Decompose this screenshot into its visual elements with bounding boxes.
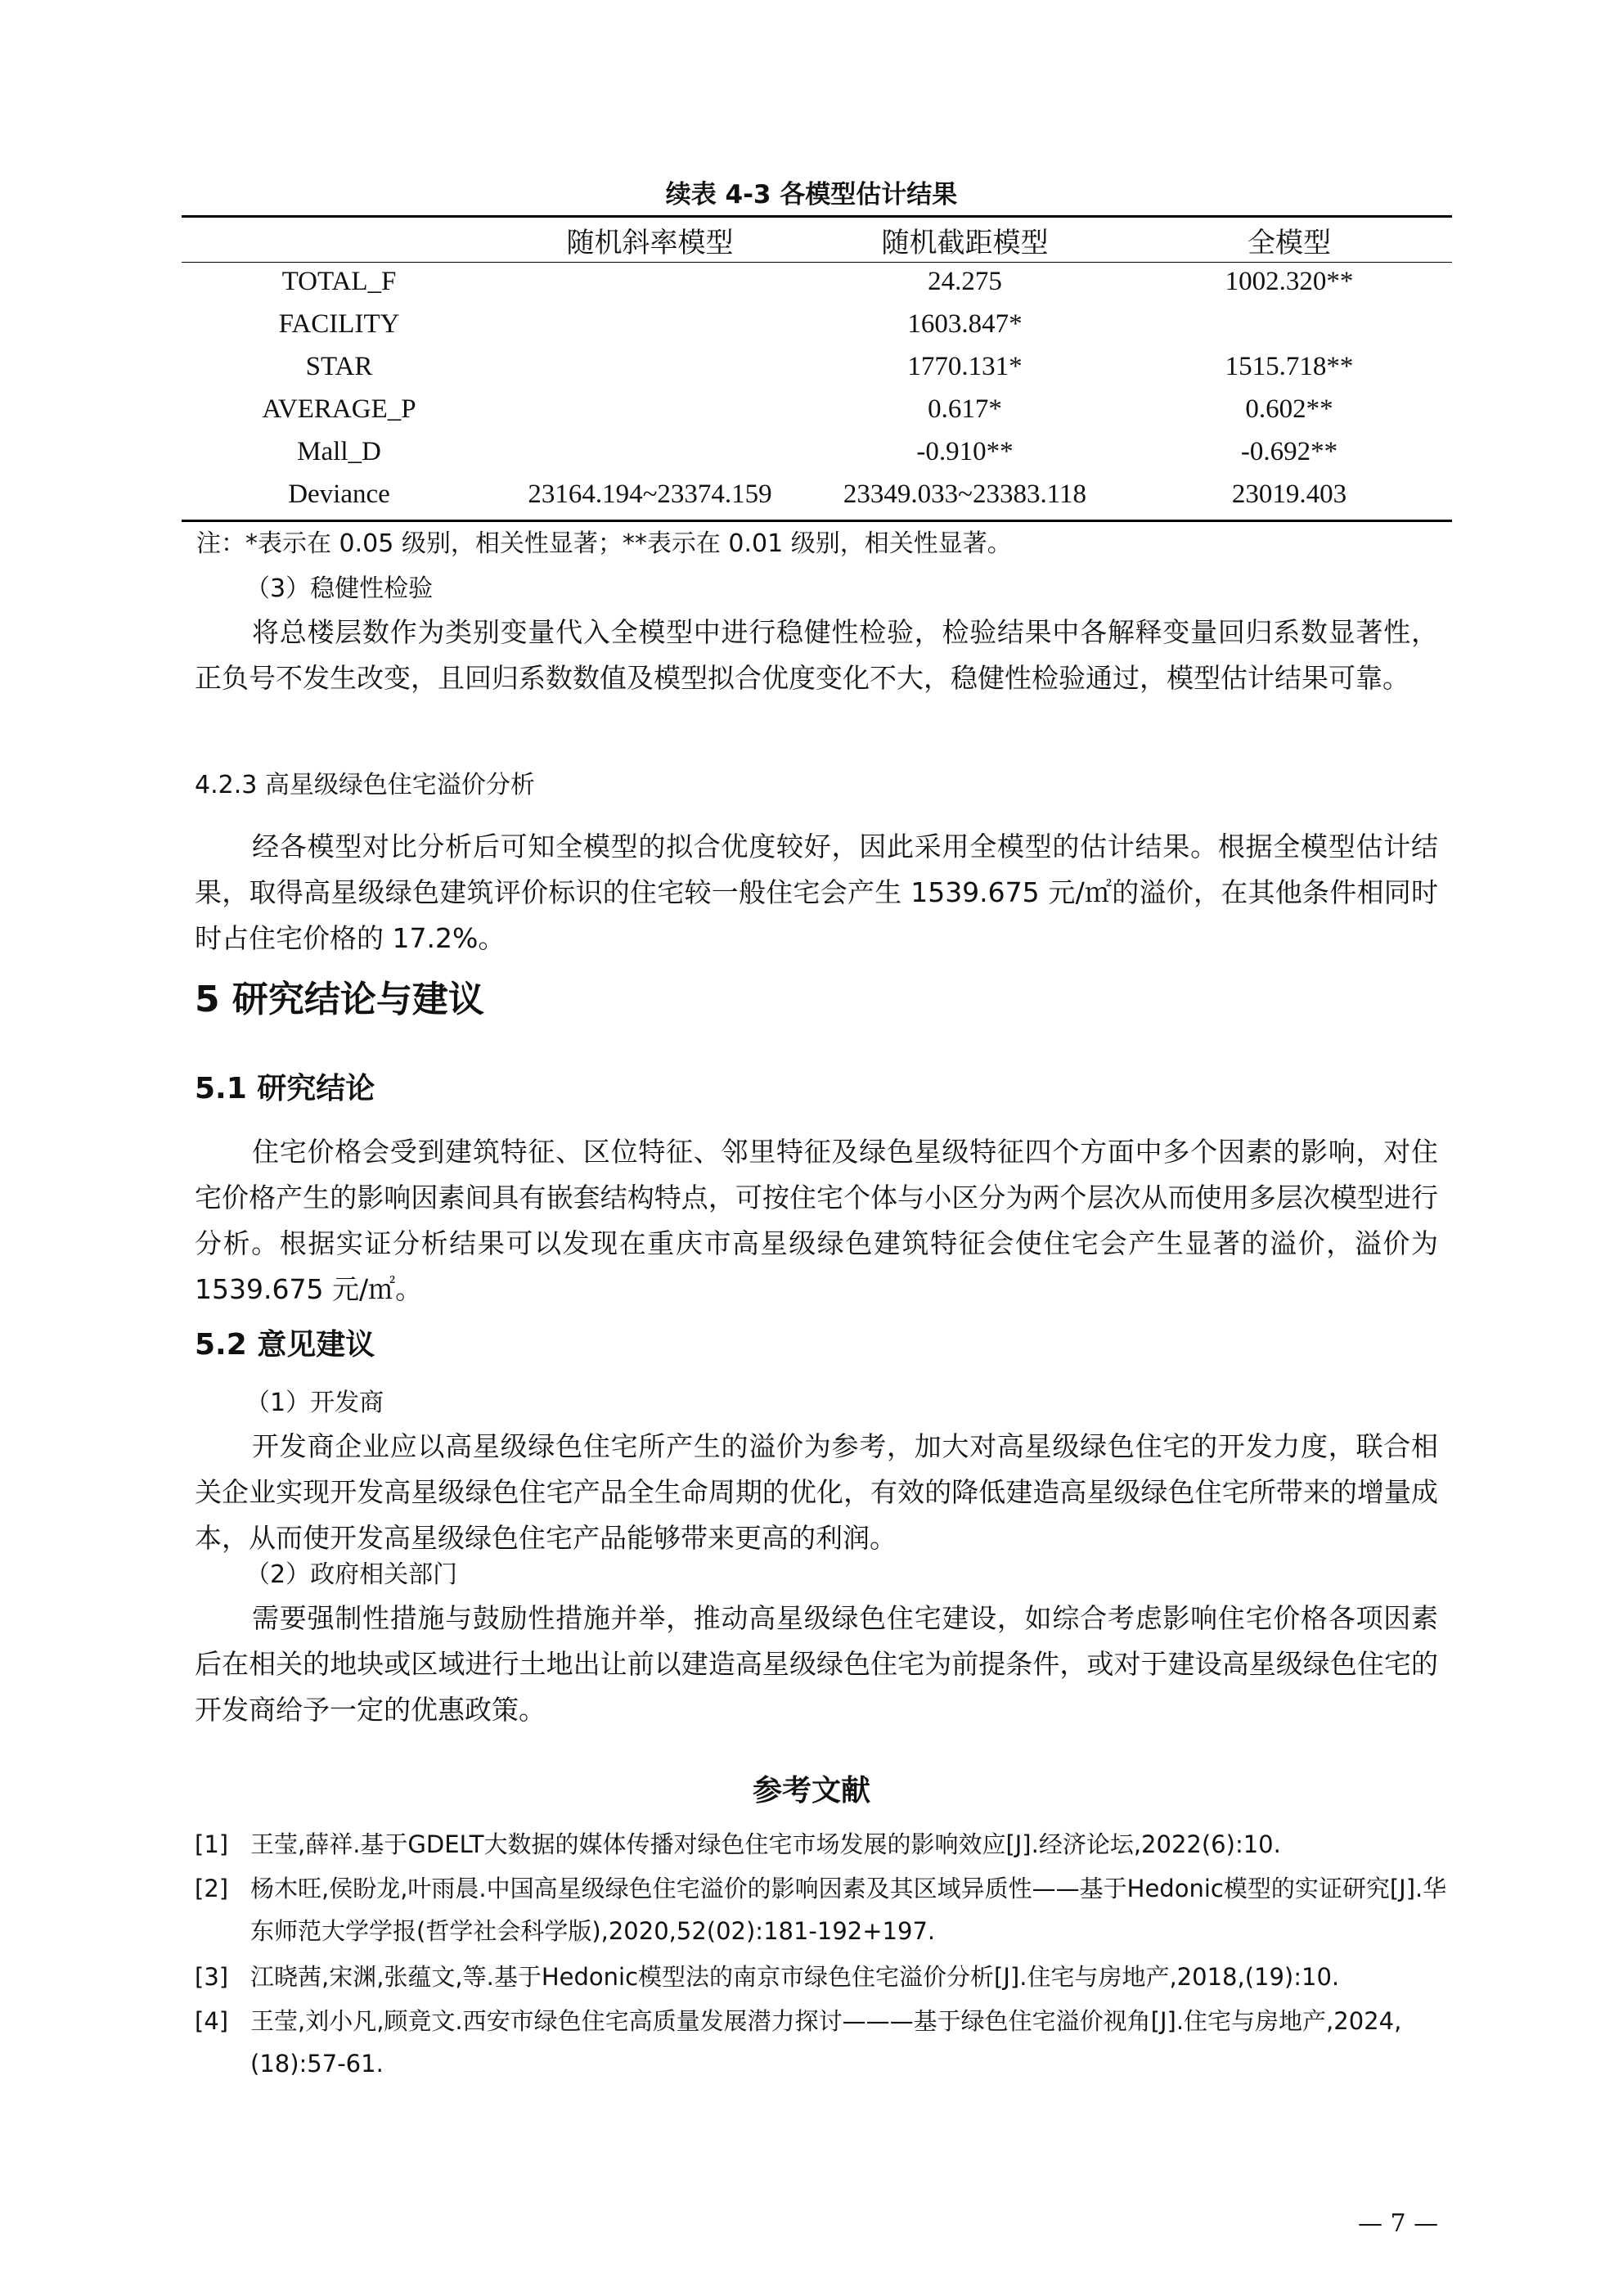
table-header-cell: 随机斜率模型 xyxy=(566,226,734,259)
table-cell: -0.692** xyxy=(1240,436,1338,466)
section-title: 5 研究结论与建议 xyxy=(195,979,484,1020)
table-header-cell: 全模型 xyxy=(1248,226,1331,259)
reference-number: [1] xyxy=(195,1830,229,1858)
table-cell: TOTAL_F xyxy=(281,266,397,296)
government-label: （2）政府相关部门 xyxy=(245,1560,458,1589)
robustness-paragraph: 将总楼层数作为类别变量代入全模型中进行稳健性检验，检验结果中各解释变量回归系数显著性，正负号不发生改变，且回归系数数值及模型拟合优度变化不大，稳健性检验通过，模型估计结果可靠。 xyxy=(195,616,1438,694)
table-cell: 24.275 xyxy=(928,266,1002,296)
developer-paragraph: 开发商企业应以高星级绿色住宅所产生的溢价为参考，加大对高星级绿色住宅的开发力度，联合相关企业实现开发高星级绿色住宅产品全生命周期的优化，有效的降低建造高星级绿色住宅所带来的增量成本，从而使开发高星级绿色住宅产品能够带来更高的利润。 xyxy=(195,1430,1438,1554)
table-row xyxy=(182,388,1452,430)
reference-text: 王莹,刘小凡,顾竟文.西安市绿色住宅高质量发展潜力探讨———基于绿色住宅溢价视角[J].住宅与房地产,2024,(18):57-61. xyxy=(250,2007,1402,2078)
reference-number: [2] xyxy=(195,1875,229,1902)
results-table xyxy=(182,219,1452,515)
robustness-label: （3）稳健性检验 xyxy=(245,574,434,603)
table-cell xyxy=(497,345,803,388)
conclusion-heading: 5.1 研究结论 xyxy=(195,1072,375,1105)
table-row xyxy=(182,473,1452,515)
table-row xyxy=(182,345,1452,388)
table-cell xyxy=(1126,303,1452,345)
table-cell: FACILITY xyxy=(278,308,400,339)
table-header-row xyxy=(182,219,1452,260)
table-cell: 23164.194~23374.159 xyxy=(528,479,772,509)
premium-paragraph: 经各模型对比分析后可知全模型的拟合优度较好，因此采用全模型的估计结果。根据全模型估计结果，取得高星级绿色建筑评价标识的住宅较一般住宅会产生 1539.675 元/㎡的溢价，在其他条件相同时时占住宅价格的 17.2%。 xyxy=(195,831,1438,954)
table-cell: 1603.847* xyxy=(907,308,1023,339)
reference-item xyxy=(195,1956,1454,1998)
table-row xyxy=(182,430,1452,473)
reference-item xyxy=(195,1823,1454,1866)
reference-number: [4] xyxy=(195,2007,229,2035)
table-cell: -0.910** xyxy=(916,436,1014,466)
page-number: — 7 — xyxy=(1358,2209,1439,2238)
table-cell: AVERAGE_P xyxy=(262,394,416,424)
reference-text: 江晓茜,宋渊,张蕴文,等.基于Hedonic模型法的南京市绿色住宅溢价分析[J].住宅与房地产,2018,(19):10. xyxy=(250,1963,1340,1991)
reference-item xyxy=(195,2000,1454,2085)
table-cell: 1770.131* xyxy=(907,351,1023,381)
table-cell: Deviance xyxy=(288,479,390,509)
table-cell: 23349.033~23383.118 xyxy=(843,479,1087,509)
table-cell: 0.602** xyxy=(1245,394,1333,424)
table-header-cell xyxy=(182,219,497,260)
advice-heading: 5.2 意见建议 xyxy=(195,1328,375,1362)
subsection-heading-4-2-3: 4.2.3 高星级绿色住宅溢价分析 xyxy=(195,771,535,799)
table-cell: 23019.403 xyxy=(1231,479,1347,509)
table-header-cell: 随机截距模型 xyxy=(881,226,1049,259)
table-cell: STAR xyxy=(305,351,373,381)
conclusion-paragraph: 住宅价格会受到建筑特征、区位特征、邻里特征及绿色星级特征四个方面中多个因素的影响，对住宅价格产生的影响因素间具有嵌套结构特点，可按住宅个体与小区分为两个层次从而使用多层次模型进行分析。根据实证分析结果可以发现在重庆市高星级绿色建筑特征会使住宅会产生显著的溢价，溢价为 1539.675 元/㎡。 xyxy=(195,1136,1438,1305)
developer-label: （1）开发商 xyxy=(245,1389,384,1417)
table-row xyxy=(182,260,1452,303)
references-title: 参考文献 xyxy=(752,1774,870,1808)
table-cell xyxy=(497,388,803,430)
table-row xyxy=(182,303,1452,345)
reference-item xyxy=(195,1867,1454,1952)
table-caption: 续表 4-3 各模型估计结果 xyxy=(665,180,958,209)
reference-number: [3] xyxy=(195,1963,229,1991)
table-cell: 1002.320** xyxy=(1225,266,1354,296)
table-cell xyxy=(497,303,803,345)
table-cell xyxy=(497,430,803,473)
government-paragraph: 需要强制性措施与鼓励性措施并举，推动高星级绿色住宅建设，如综合考虑影响住宅价格各项因素后在相关的地块或区域进行土地出让前以建造高星级绿色住宅为前提条件，或对于建设高星级绿色住宅的开发商给予一定的优惠政策。 xyxy=(195,1602,1438,1726)
reference-text: 王莹,薛祥.基于GDELT大数据的媒体传播对绿色住宅市场发展的影响效应[J].经济论坛,2022(6):10. xyxy=(250,1830,1281,1858)
table-note: 注：*表示在 0.05 级别，相关性显著；**表示在 0.01 级别，相关性显著。 xyxy=(196,529,1012,558)
reference-text: 杨木旺,侯盼龙,叶雨晨.中国高星级绿色住宅溢价的影响因素及其区域异质性——基于Hedonic模型的实证研究[J].华东师范大学学报(哲学社会科学版),2020,52(02):181-192+197. xyxy=(250,1875,1447,1945)
table-cell: Mall_D xyxy=(297,436,381,466)
table-bottom-rule xyxy=(182,520,1452,522)
table-cell: 1515.718** xyxy=(1225,351,1354,381)
table-cell: 0.617* xyxy=(928,394,1002,424)
table-top-rule xyxy=(182,215,1452,218)
table-cell xyxy=(497,260,803,303)
